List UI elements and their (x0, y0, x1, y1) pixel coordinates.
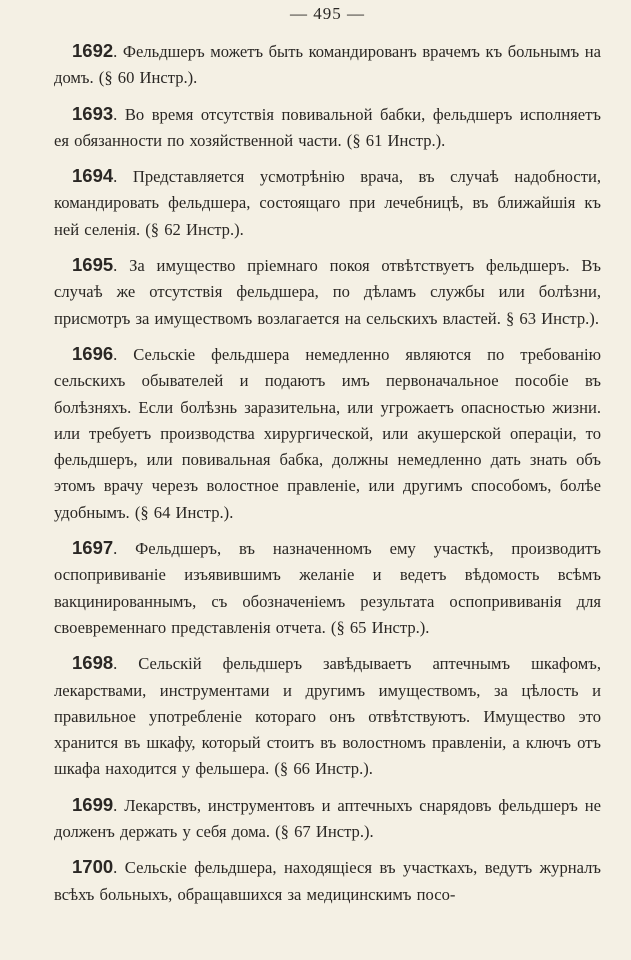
article-number: 1698 (72, 652, 114, 674)
article-1692 (54, 38, 601, 92)
article-text: . Фельдшеръ, въ назначенномъ ему участкѣ, производитъ оспопрививаніе изъявившимъ желаніе и ведетъ вѣдомость всѣмъ вакцинированнымъ, съ обозначеніемъ результата оспопрививанія для своевременнаго представленія отчета. (§ 65 Инстр.). (54, 539, 601, 637)
article-1700 (54, 854, 601, 908)
article-text: . За имущество пріемнаго покоя отвѣтствуетъ фельдшеръ. Въ случаѣ же отсутствія фельдшера, по дѣламъ службы или болѣзни, присмотръ за имуществомъ возлагается на сельскихъ властей. § 63 Инстр.). (54, 256, 601, 328)
article-1695 (54, 252, 601, 332)
article-1693 (54, 101, 601, 155)
article-1694 (54, 163, 601, 243)
article-number: 1693 (72, 102, 114, 124)
article-text: . Лекарствъ, инструментовъ и аптечныхъ снарядовъ фельдшеръ не долженъ держать у себя дома. (§ 67 Инстр.). (54, 795, 601, 842)
article-number: 1695 (72, 254, 114, 276)
article-text: . Представляется усмотрѣнію врача, въ случаѣ надобности, командировать фельдшера, состоящаго при лечебницѣ, въ ближайшія къ ней селенія. (§ 62 Инстр.). (54, 167, 601, 239)
article-text: . Сельскіе фельдшера немедленно являются по требованію сельскихъ обывателей и подаютъ имъ первоначальное пособіе въ болѣзняхъ. Если болѣзнь заразительна, или угрожаетъ опасностью жизни. или требуетъ производства хирургической, или акушерской операціи, то фельдшеръ, или повивальная бабка, должны немедленно дать знать объ этомъ врачу черезъ волостное правленіе, или другимъ способомъ, болѣе удобнымъ. (§ 64 Инстр.). (54, 344, 601, 522)
article-1697 (54, 535, 601, 641)
article-text: . Фельдшеръ можетъ быть командированъ врачемъ къ больнымъ на домъ. (§ 60 Инстр.). (54, 42, 601, 88)
article-number: 1697 (72, 537, 114, 559)
article-number: 1699 (72, 793, 114, 815)
article-text: . Сельскій фельдшеръ завѣдываетъ аптечнымъ шкафомъ, лекарствами, инструментами и другимъ имуществомъ, за цѣлость и правильное употребленіе котораго онъ отвѣтствуютъ. Имущество это хранится въ шкафу, который стоитъ въ волостномъ правленіи, а ключъ отъ шкафа находится у фельшера. (§ 66 Инстр.). (54, 654, 601, 779)
article-number: 1696 (72, 342, 114, 364)
article-1699 (54, 792, 601, 846)
article-number: 1692 (72, 40, 114, 61)
article-1696 (54, 341, 601, 526)
article-1698 (54, 650, 601, 782)
article-text: . Во время отсутствія повивальной бабки, фельдшеръ исполняетъ ея обязанности по хозяйственной части. (§ 61 Инстр.). (54, 104, 601, 150)
page-number: — 495 — (290, 4, 365, 23)
article-number: 1700 (72, 856, 114, 878)
article-text: . Сельскіе фельдшера, находящіеся въ участкахъ, ведутъ журналъ всѣхъ больныхъ, обращавшихся за медицинскимъ посо- (54, 858, 601, 904)
article-number: 1694 (72, 165, 114, 187)
